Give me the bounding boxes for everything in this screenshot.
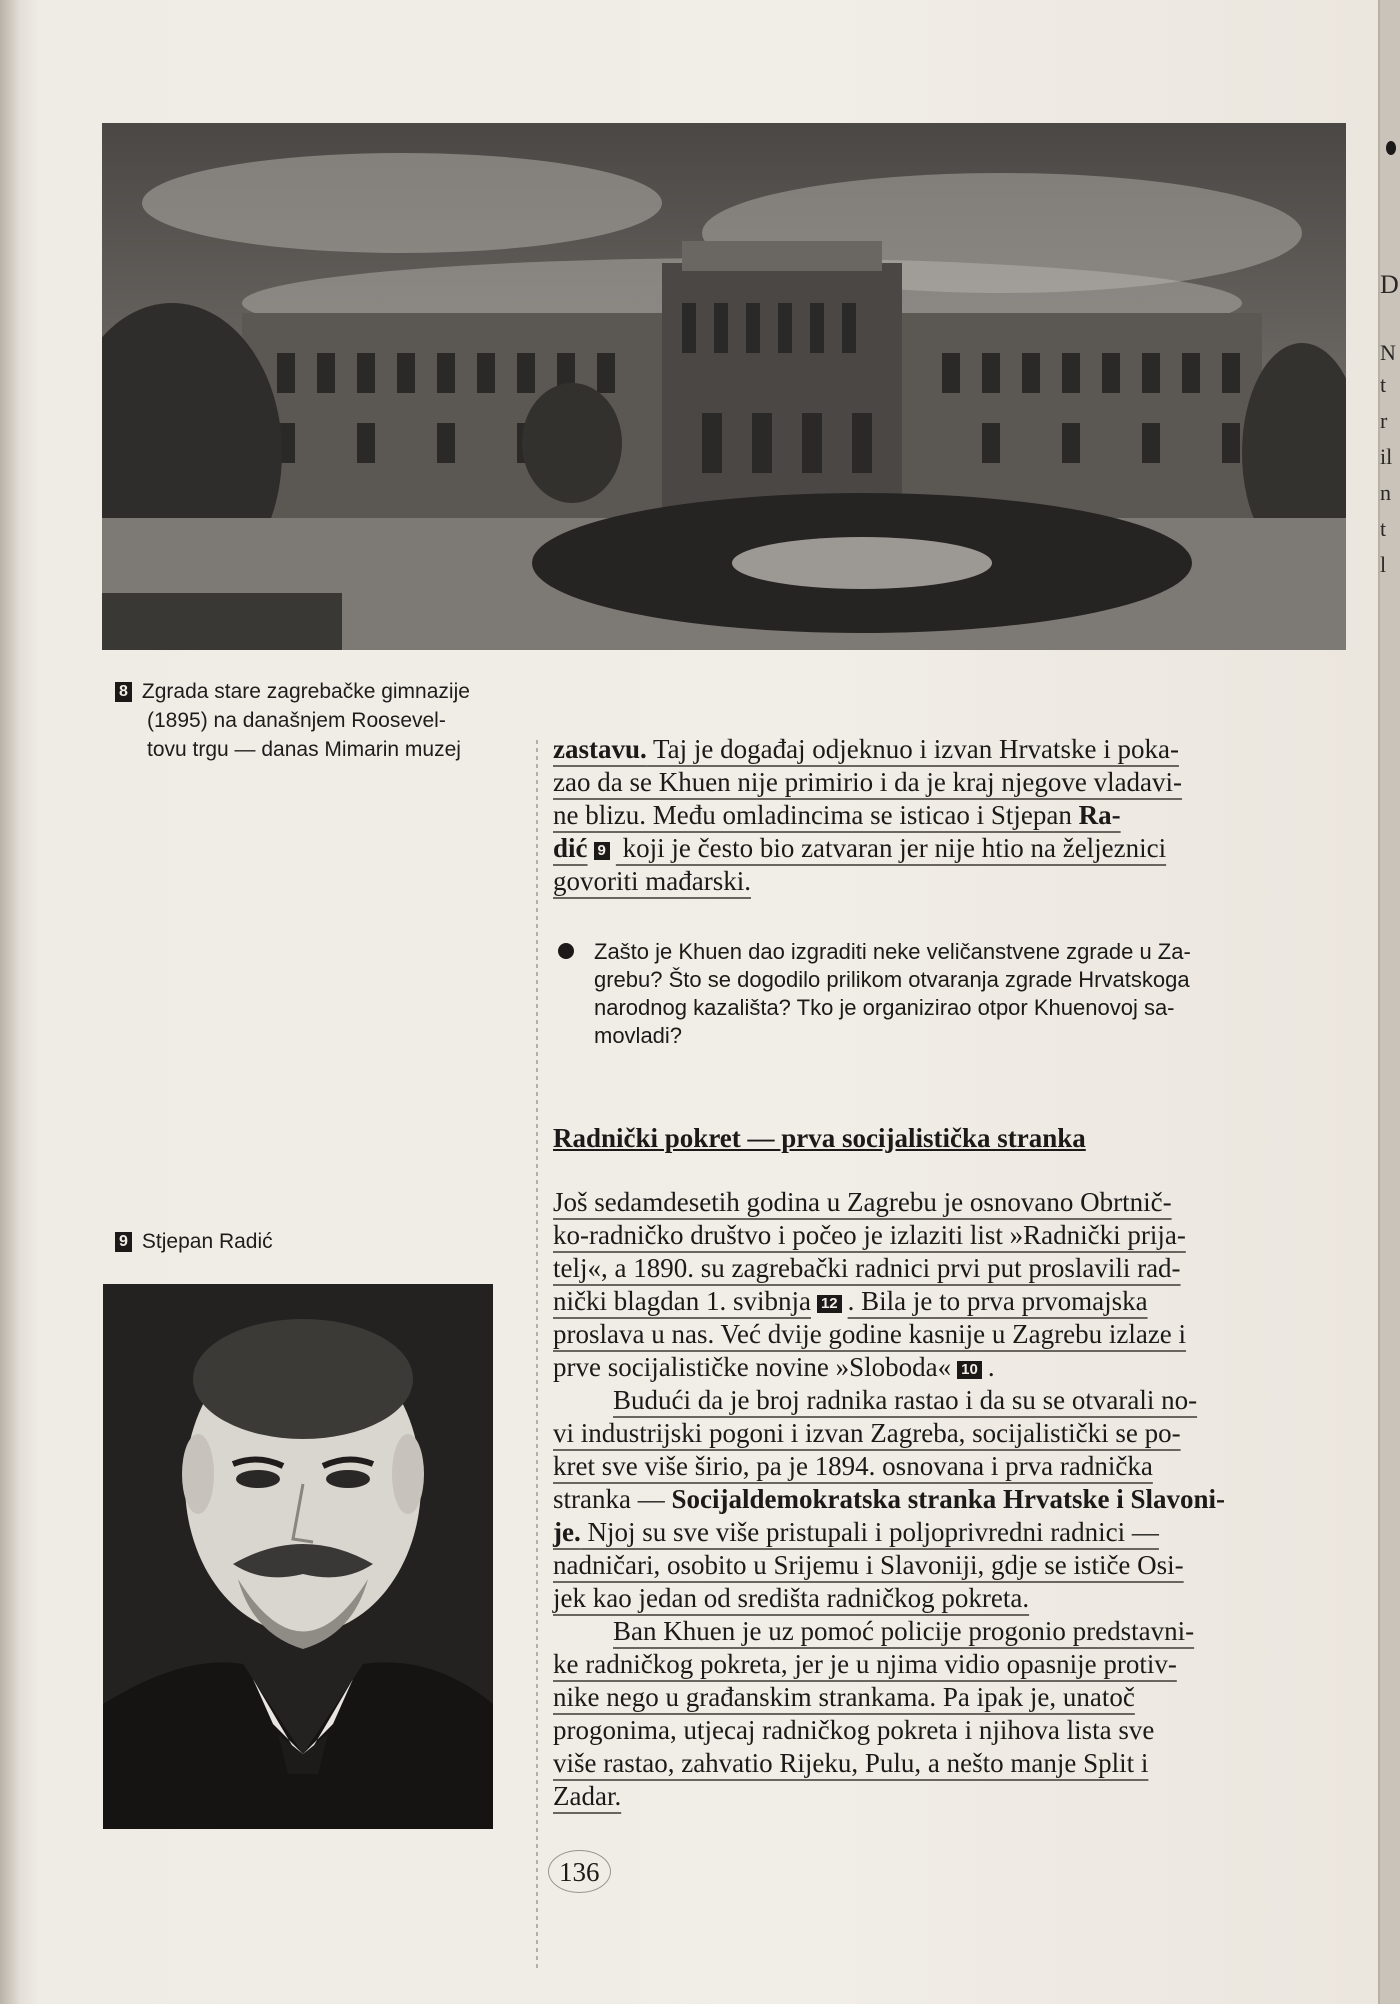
question-line: grebu? Što se dogodilo prilikom otvaranja zgrade Hrvatskoga	[594, 967, 1190, 992]
text-line: .	[987, 1352, 995, 1382]
text-line: Ban Khuen je uz pomoć policije progonio predstavni-	[613, 1616, 1195, 1646]
text-line: . Bila je to prva prvomajska	[847, 1286, 1148, 1316]
question-line: Zašto je Khuen dao izgraditi neke veličanstvene zgrade u Za-	[594, 939, 1191, 964]
text-line: Još sedamdesetih godina u Zagrebu je osnovano Obrtnič-	[553, 1187, 1172, 1217]
text-line: nike nego u građanskim strankama. Pa ipak je, unatoč	[553, 1682, 1135, 1712]
text-line: jek kao jedan od središta radničkog pokreta.	[553, 1583, 1030, 1613]
text-line: ne blizu. Među omladincima se isticao i Stjepan	[553, 800, 1079, 830]
page-number: 136	[548, 1850, 611, 1893]
question-line: narodnog kazališta? Tko je organizirao otpor Khuenovoj sa-	[594, 995, 1175, 1020]
text-line: Taj je događaj odjeknuo i izvan Hrvatske i poka-	[646, 734, 1179, 764]
margin-fragment: N	[1380, 340, 1396, 365]
figure-reference-badge: 10	[957, 1361, 982, 1379]
text-line: progonima, utjecaj radničkog pokreta i njihova lista sve	[553, 1715, 1155, 1745]
text-line: Zadar.	[553, 1781, 622, 1811]
caption-line: (1895) na današnjem Roosevel-	[147, 709, 446, 732]
text-line: Njoj su sve više pristupali i poljoprivredni radnici —	[580, 1517, 1159, 1547]
text-line: ko-radničko društvo i počeo je izlaziti list »Radnički prija-	[553, 1220, 1186, 1250]
text-line: više rastao, zahvatio Rijeku, Pulu, a nešto manje Split i	[553, 1748, 1149, 1778]
caption-text: Stjepan Radić	[141, 1230, 273, 1253]
text-line: koji je često bio zatvaran jer nije htio na željeznici	[615, 833, 1167, 863]
margin-fragment: il	[1380, 444, 1393, 469]
column-divider	[536, 740, 538, 1970]
text-line: telj«, a 1890. su zagrebački radnici prvi put proslavili rad-	[553, 1253, 1181, 1283]
text-line: Budući da je broj radnika rastao i da su se otvarali no-	[613, 1385, 1198, 1415]
figure-reference-badge: 9	[594, 842, 610, 860]
margin-fragment: t	[1380, 372, 1387, 397]
intro-paragraph	[553, 733, 1339, 898]
caption-line: tovu trgu — danas Mimarin muzej	[147, 738, 461, 761]
figure-reference-badge: 12	[817, 1295, 842, 1313]
text-line: zao da se Khuen nije primirio i da je kraj njegove vladavi-	[553, 767, 1183, 797]
section-body	[553, 1186, 1339, 1813]
portrait-photo	[103, 1284, 493, 1829]
margin-fragment: l	[1380, 552, 1387, 577]
page-gutter-shadow	[0, 0, 20, 2004]
bullet-icon	[558, 943, 574, 959]
text-line: prve socijalističke novine »Sloboda«	[553, 1352, 952, 1382]
building-photo	[102, 123, 1346, 650]
figure-9-caption	[115, 1227, 415, 1256]
question-line: movladi?	[594, 1023, 683, 1048]
text-line: govoriti mađarski.	[553, 866, 751, 896]
margin-fragment: r	[1380, 408, 1388, 433]
figure-number-badge: 8	[115, 682, 132, 702]
section-heading: Radnički pokret — prva socijalistička stranka	[553, 1123, 1086, 1153]
bold-word: zastavu.	[553, 734, 647, 764]
margin-fragment: t	[1380, 516, 1387, 541]
margin-fragment: n	[1380, 480, 1391, 505]
text-line: ke radničkog pokreta, jer je u njima vidio opasnije protiv-	[553, 1649, 1177, 1679]
text-line: nički blagdan 1. svibnja	[553, 1286, 811, 1316]
text-line: stranka —	[553, 1484, 672, 1514]
person-name-bold: dić	[553, 833, 588, 863]
figure-8-caption	[115, 677, 535, 764]
next-page-edge	[1378, 0, 1400, 2004]
text-line: proslava u nas. Već dvije godine kasnije u Zagrebu izlaze i	[553, 1319, 1187, 1349]
party-name-bold: je.	[553, 1517, 581, 1547]
person-name-bold: Ra-	[1078, 800, 1121, 830]
text-line: kret sve više širio, pa je 1894. osnovana i prva radnička	[553, 1451, 1153, 1481]
text-line: nadničari, osobito u Srijemu i Slavoniji, gdje se ističe Osi-	[553, 1550, 1184, 1580]
figure-number-badge: 9	[115, 1232, 132, 1252]
party-name-bold: Socijaldemokratska stranka Hrvatske i Slavoni-	[671, 1484, 1225, 1514]
text-line: vi industrijski pogoni i izvan Zagreba, socijalistički se po-	[553, 1418, 1181, 1448]
margin-fragment: D	[1380, 270, 1399, 299]
margin-bullet	[1386, 141, 1396, 155]
review-question	[558, 938, 1338, 1050]
caption-line: Zgrada stare zagrebačke gimnazije	[141, 680, 470, 703]
